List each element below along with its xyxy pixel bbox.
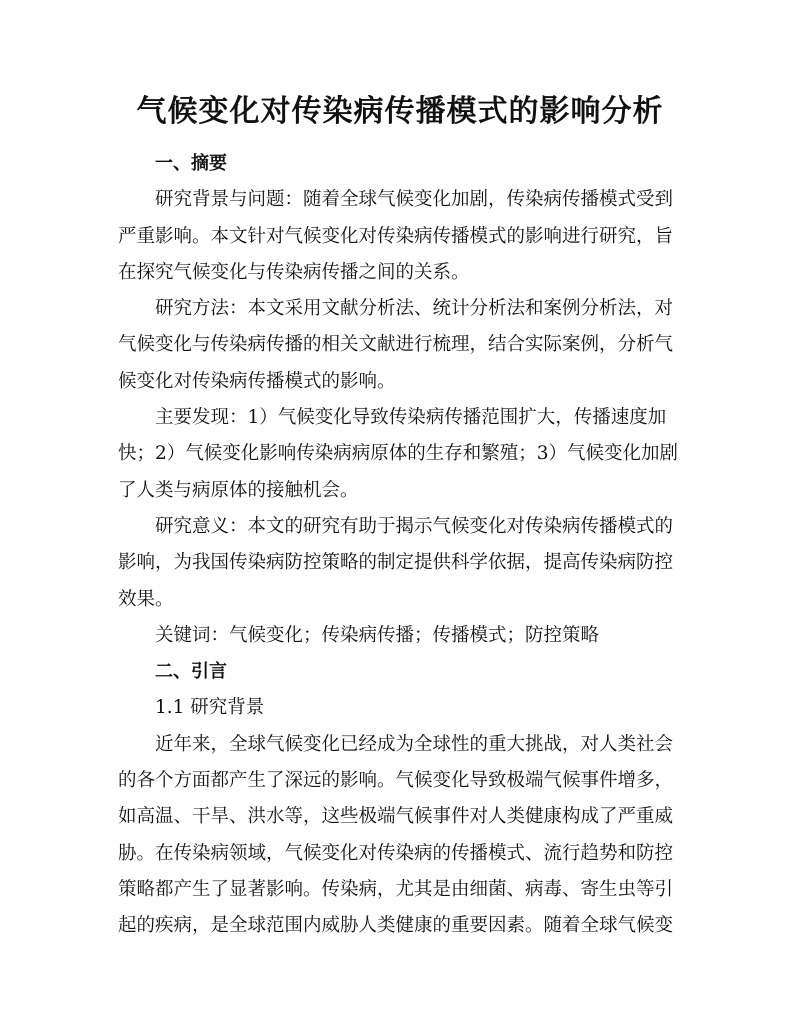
introduction-paragraph: 近年来，全球气候变化已经成为全球性的重大挑战，对人类社会的各个方面都产生了深远的影响。气候变化导致极端气候事件增多，如高温、干旱、洪水等，这些极端气候事件对人类健康构成了严重威胁。在传染病领域，气候变化对传染病的传播模式、流行趋势和防控策略都产生了显著影响。传染病，尤其是由细菌、病毒、寄生虫等引起的疾病，是全球范围内威胁人类健康的重要因素。随着全球气候变 — [118, 733, 674, 937]
abstract-heading: 一、摘要 — [155, 153, 227, 174]
introduction-heading: 二、引言 — [155, 661, 227, 683]
abstract-methods-paragraph: 研究方法：本文采用文献分析法、统计分析法和案例分析法，对气候变化与传染病传播的相关文献进行梳理，结合实际案例，分析气候变化对传染病传播模式的影响。 — [118, 298, 674, 392]
keywords-line: 关键词：气候变化；传染病传播；传播模式；防控策略 — [155, 624, 600, 646]
abstract-findings-paragraph: 主要发现：1）气候变化导致传染病传播范围扩大，传播速度加快；2）气候变化影响传染病病原体的生存和繁殖；3）气候变化加剧了人类与病原体的接触机会。 — [118, 407, 679, 501]
document-title: 气候变化对传染病传播模式的影响分析 — [136, 94, 664, 129]
research-background-heading: 1.1 研究背景 — [155, 697, 265, 719]
abstract-background-paragraph: 研究背景与问题：随着全球气候变化加剧，传染病传播模式受到严重影响。本文针对气候变化对传染病传播模式的影响进行研究，旨在探究气候变化与传染病传播之间的关系。 — [118, 189, 674, 283]
document-body — [118, 146, 688, 945]
abstract-significance-paragraph: 研究意义：本文的研究有助于揭示气候变化对传染病传播模式的影响，为我国传染病防控策略的制定提供科学依据，提高传染病防控效果。 — [118, 515, 674, 610]
